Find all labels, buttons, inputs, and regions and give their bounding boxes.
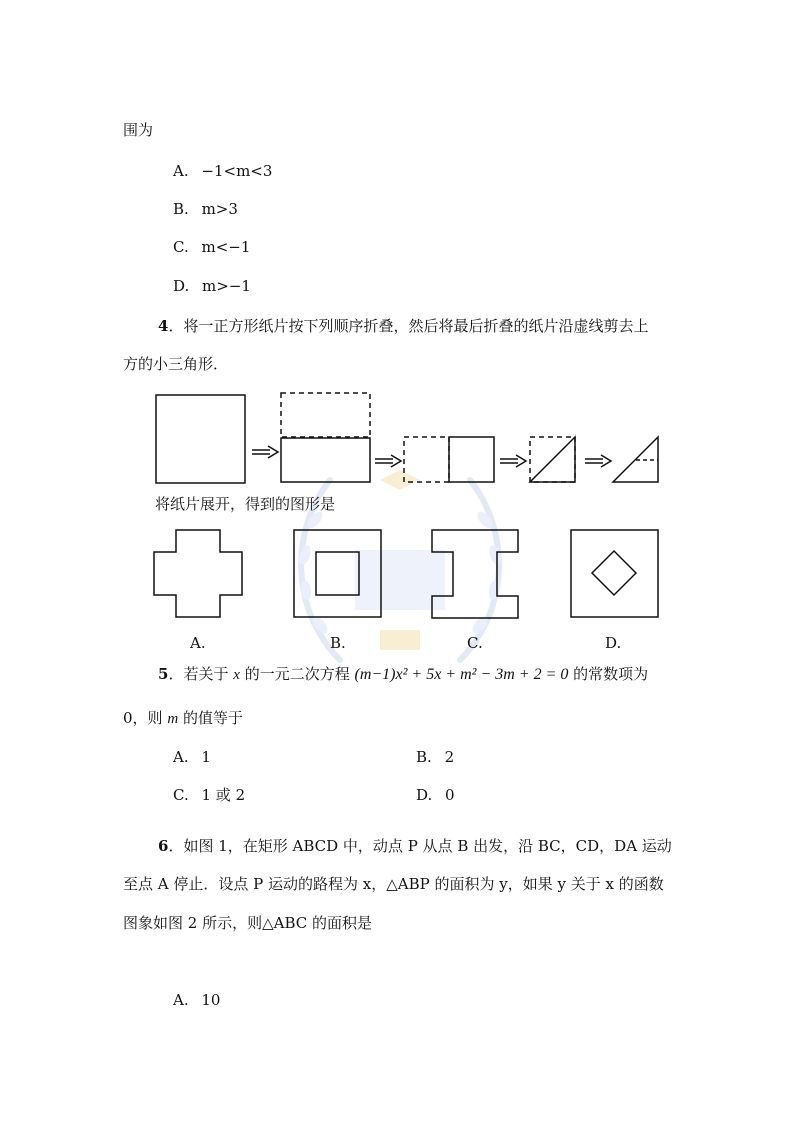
option-letter: D. [416, 786, 433, 804]
q5-line-2 [123, 708, 243, 729]
option-text: 10 [201, 991, 221, 1009]
arrow-4 [585, 455, 611, 467]
q3-option-c[interactable] [173, 237, 250, 257]
choice-c-label[interactable]: C. [467, 634, 483, 652]
option-text: 2 [444, 748, 455, 766]
q6-option-a[interactable] [173, 990, 220, 1010]
question-text-pre: ．若关于 [168, 665, 229, 683]
equation: (m−1)x² + 5x + m² − 3m + 2 = 0 [354, 666, 569, 683]
folded-top-dashed [281, 393, 370, 437]
choice-a-label[interactable]: A. [190, 634, 206, 652]
question-text-pre: 0，则 [123, 709, 163, 727]
option-letter: B. [173, 200, 189, 218]
option-letter: A. [173, 748, 189, 766]
choice-b-label[interactable]: B. [330, 634, 346, 652]
folded-triangle [530, 437, 575, 482]
option-text: m<−1 [201, 238, 251, 256]
option-letter: A. [173, 162, 189, 180]
q5-option-d[interactable] [416, 785, 455, 805]
unfold-instruction: 将纸片展开，得到的图形是 [155, 495, 336, 513]
option-letter: C. [173, 786, 189, 804]
question-text: ．将一正方形纸片按下列顺序折叠，然后将最后折叠的纸片沿虚线剪去上 [168, 317, 649, 335]
question-number: 5 [158, 665, 169, 683]
option-letter: D. [173, 277, 190, 295]
variable-x: x [233, 667, 240, 683]
option-letter: A. [173, 991, 189, 1009]
choice-a-cross-shape [154, 530, 242, 617]
option-text: 1 或 2 [201, 786, 246, 804]
q6-line-3: 图象如图 2 所示，则△ABC 的面积是 [123, 914, 372, 932]
variable-m: m [167, 711, 179, 727]
q5-option-c[interactable] [173, 785, 245, 805]
q4-line-1 [158, 316, 648, 336]
full-square [156, 395, 245, 483]
question-text-post: 的常数项为 [573, 665, 649, 683]
watermark-logo [270, 440, 530, 700]
q5-option-b[interactable] [416, 747, 454, 767]
q6-line-1 [158, 836, 672, 856]
question-text-post: 的值等于 [182, 709, 243, 727]
q3-option-d[interactable] [173, 276, 251, 296]
q4-line-2: 方的小三角形． [123, 355, 229, 373]
question-number: 4 [158, 317, 169, 335]
q5-line-1 [158, 664, 648, 685]
question-text-mid: 的一元二次方程 [244, 665, 350, 683]
q3-tail-text: 围为 [123, 121, 154, 139]
question-number: 6 [158, 837, 169, 855]
question-text: ．如图 1，在矩形 ABCD 中，动点 P 从点 B 出发，沿 BC，CD，DA 运动 [168, 837, 672, 855]
option-text: 1 [201, 748, 211, 766]
option-text: 0 [445, 786, 455, 804]
diagonal-square-dashed [530, 437, 575, 482]
option-letter: B. [416, 748, 432, 766]
q6-line-2: 至点 A 停止．设点 P 运动的路程为 x，△ABP 的面积为 y，如果 y 关于 x 的函数 [123, 875, 664, 893]
q3-option-a[interactable] [173, 161, 272, 181]
q3-option-b[interactable] [173, 199, 238, 219]
q5-option-a[interactable] [173, 747, 211, 767]
option-letter: C. [173, 238, 189, 256]
choice-d-outer-square [571, 530, 658, 617]
choice-d-label[interactable]: D. [605, 634, 622, 652]
choice-d-inner-diamond [592, 551, 636, 595]
final-triangle [613, 437, 658, 482]
option-text: −1<m<3 [201, 162, 273, 180]
option-text: m>3 [201, 200, 238, 218]
option-text: m>−1 [202, 277, 251, 295]
